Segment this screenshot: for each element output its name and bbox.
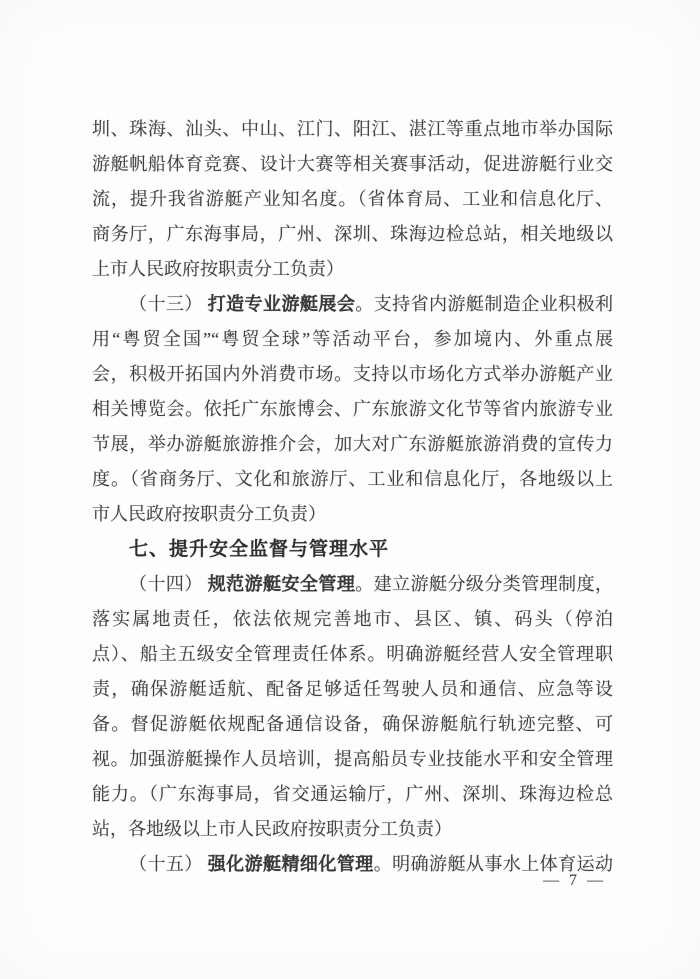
text-line xyxy=(92,112,613,147)
body-text: 用“粤贸全国”“粤贸全球”等活动平台，参加境内、外重点展 xyxy=(92,329,613,349)
text-line xyxy=(92,147,613,182)
body-text: 游艇帆船体育竞赛、设计大赛等相关赛事活动，促进游艇行业交 xyxy=(92,154,613,174)
document-body xyxy=(92,112,613,882)
text-line xyxy=(92,287,613,322)
measure-title: 强化游艇精细化管理 xyxy=(207,854,374,874)
body-text: （十五） xyxy=(129,854,208,874)
body-text: 站，各地级以上市人民政府按职责分工负责） xyxy=(92,819,452,839)
measure-title: 规范游艇安全管理 xyxy=(207,574,356,594)
body-text: 流，提升我省游艇产业知名度。（省体育局、工业和信息化厅、 xyxy=(92,189,613,209)
text-line xyxy=(92,252,613,287)
text-line xyxy=(92,462,613,497)
body-text: 度。（省商务厅、文化和旅游厅、工业和信息化厅，各地级以上 xyxy=(92,469,613,489)
body-text: 。支持省内游艇制造企业积极利 xyxy=(355,294,613,314)
body-text: 落实属地责任，依法依规完善地市、县区、镇、码头（停泊 xyxy=(92,609,613,629)
body-text: 商务厅，广东海事局，广州、深圳、珠海边检总站，相关地级以 xyxy=(92,224,613,244)
body-text: （十三） xyxy=(129,294,208,314)
paragraph-14 xyxy=(92,567,613,847)
body-text: 。明确游艇从事水上体育运动 xyxy=(373,854,613,874)
body-text: 能力。（广东海事局，省交通运输厅，广州、深圳、珠海边检总 xyxy=(92,784,613,804)
text-line xyxy=(92,812,613,847)
body-text: 会，积极开拓国内外消费市场。支持以市场化方式举办游艇产业 xyxy=(92,364,613,384)
body-text: 圳、珠海、汕头、中山、江门、阳江、湛江等重点地市举办国际 xyxy=(92,119,613,139)
paragraph-13 xyxy=(92,287,613,532)
text-line xyxy=(92,847,613,882)
body-text: 相关博览会。依托广东旅博会、广东旅游文化节等省内旅游专业 xyxy=(92,399,613,419)
text-line xyxy=(92,322,613,357)
section-heading-text: 七、提升安全监督与管理水平 xyxy=(129,539,390,560)
text-line xyxy=(92,742,613,777)
page-number: — 7 — xyxy=(543,872,606,889)
body-text: 视。加强游艇操作人员培训，提高船员专业技能水平和安全管理 xyxy=(92,749,613,769)
text-line xyxy=(92,497,613,532)
text-line xyxy=(92,672,613,707)
paragraph-15 xyxy=(92,847,613,882)
text-line xyxy=(92,357,613,392)
text-line xyxy=(92,602,613,637)
text-line xyxy=(92,182,613,217)
body-text: （十四） xyxy=(129,574,208,594)
text-line xyxy=(92,392,613,427)
measure-title: 打造专业游艇展会 xyxy=(207,294,356,314)
body-text: 市人民政府按职责分工负责） xyxy=(92,504,326,524)
body-text: 节展，举办游艇旅游推介会，加大对广东游艇旅游消费的宣传力 xyxy=(92,434,613,454)
body-text: 责，确保游艇适航、配备足够适任驾驶人员和通信、应急等设 xyxy=(92,679,613,699)
body-text: 。建立游艇分级分类管理制度， xyxy=(355,574,613,594)
paragraph-12-continuation xyxy=(92,112,613,287)
body-text: 点）、船主五级安全管理责任体系。明确游艇经营人安全管理职 xyxy=(92,644,613,664)
text-line xyxy=(92,637,613,672)
text-line xyxy=(92,532,613,567)
body-text: 备。督促游艇依规配备通信设备，确保游艇航行轨迹完整、可 xyxy=(92,714,613,734)
body-text: 上市人民政府按职责分工负责） xyxy=(92,259,344,279)
text-line xyxy=(92,707,613,742)
text-line xyxy=(92,217,613,252)
text-line xyxy=(92,777,613,812)
section-heading-7 xyxy=(92,532,613,567)
text-line xyxy=(92,567,613,602)
text-line xyxy=(92,427,613,462)
